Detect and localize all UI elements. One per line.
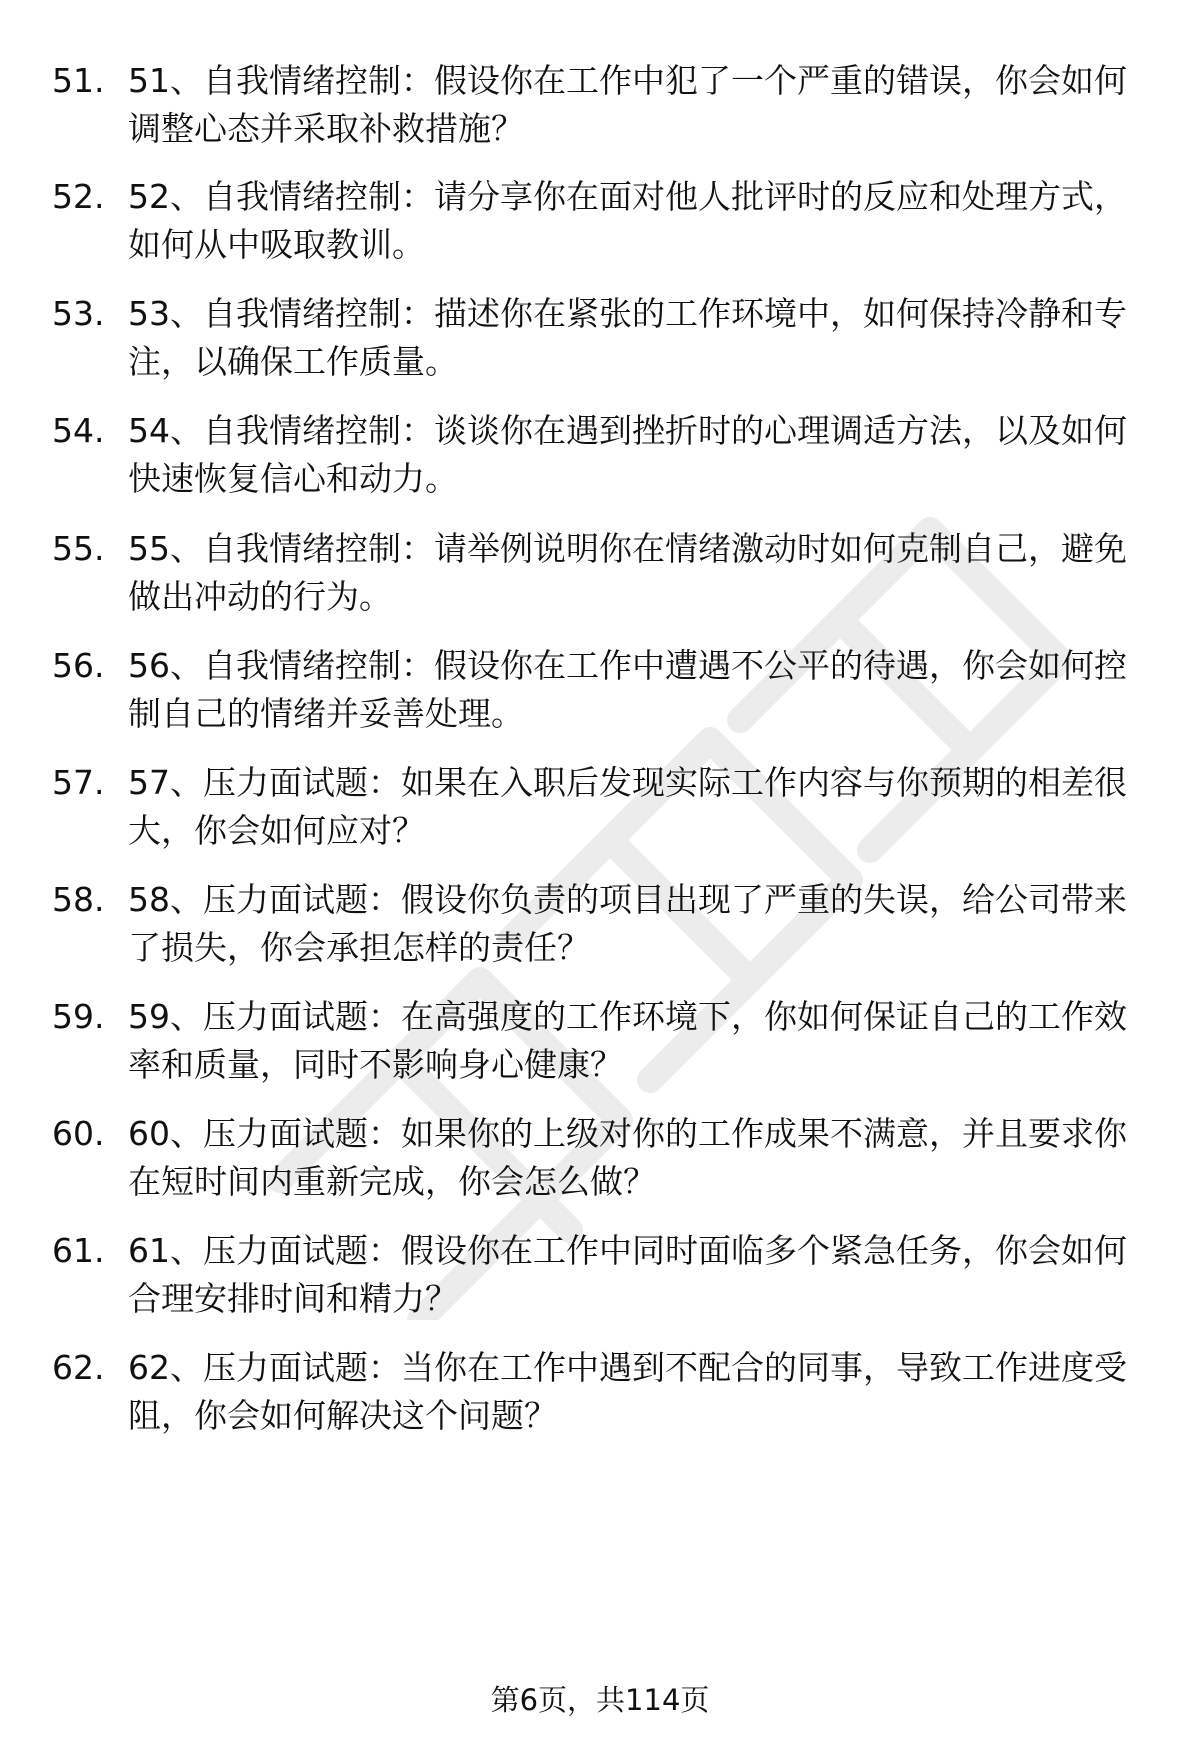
list-item	[52, 642, 1152, 742]
question-number: 52.	[52, 177, 105, 216]
question-number: 57.	[52, 763, 105, 802]
question-number: 62.	[52, 1348, 105, 1387]
question-text: 51、自我情绪控制：假设你在工作中犯了一个严重的错误，你会如何调整心态并采取补救措施？	[128, 61, 1127, 148]
question-text: 53、自我情绪控制：描述你在紧张的工作环境中，如何保持冷静和专注，以确保工作质量。	[128, 294, 1127, 381]
list-item	[52, 1110, 1152, 1210]
list-item	[52, 1227, 1152, 1327]
question-text: 57、压力面试题：如果在入职后发现实际工作内容与你预期的相差很大，你会如何应对？	[128, 763, 1127, 850]
list-item	[52, 525, 1152, 625]
question-text: 54、自我情绪控制：谈谈你在遇到挫折时的心理调适方法，以及如何快速恢复信心和动力。	[128, 411, 1127, 498]
question-number: 56.	[52, 646, 105, 685]
question-number: 55.	[52, 529, 105, 568]
question-text: 52、自我情绪控制：请分享你在面对他人批评时的反应和处理方式，如何从中吸取教训。	[128, 177, 1127, 264]
page-footer: 第6页，共114页	[490, 1683, 710, 1717]
list-item	[52, 993, 1152, 1093]
question-text: 62、压力面试题：当你在工作中遇到不配合的同事，导致工作进度受阻，你会如何解决这个问题？	[128, 1348, 1127, 1435]
question-number: 60.	[52, 1114, 105, 1153]
question-number: 61.	[52, 1231, 105, 1270]
question-number: 58.	[52, 880, 105, 919]
question-text: 59、压力面试题：在高强度的工作环境下，你如何保证自己的工作效率和质量，同时不影响身心健康？	[128, 997, 1127, 1084]
list-item	[52, 759, 1152, 859]
list-item	[52, 876, 1152, 976]
question-text: 55、自我情绪控制：请举例说明你在情绪激动时如何克制自己，避免做出冲动的行为。	[128, 529, 1127, 616]
question-number: 51.	[52, 61, 105, 100]
list-item	[52, 290, 1152, 390]
list-item	[52, 1344, 1152, 1444]
question-text: 58、压力面试题：假设你负责的项目出现了严重的失误，给公司带来了损失，你会承担怎样的责任？	[128, 880, 1127, 967]
question-text: 60、压力面试题：如果你的上级对你的工作成果不满意，并且要求你在短时间内重新完成，你会怎么做？	[128, 1114, 1127, 1201]
list-item	[52, 407, 1152, 507]
question-number: 53.	[52, 294, 105, 333]
question-number: 59.	[52, 997, 105, 1036]
question-text: 61、压力面试题：假设你在工作中同时面临多个紧急任务，你会如何合理安排时间和精力？	[128, 1231, 1127, 1318]
question-number: 54.	[52, 411, 105, 450]
question-text: 56、自我情绪控制：假设你在工作中遭遇不公平的待遇，你会如何控制自己的情绪并妥善处理。	[128, 646, 1127, 733]
list-item	[52, 173, 1152, 273]
list-item	[52, 57, 1152, 157]
